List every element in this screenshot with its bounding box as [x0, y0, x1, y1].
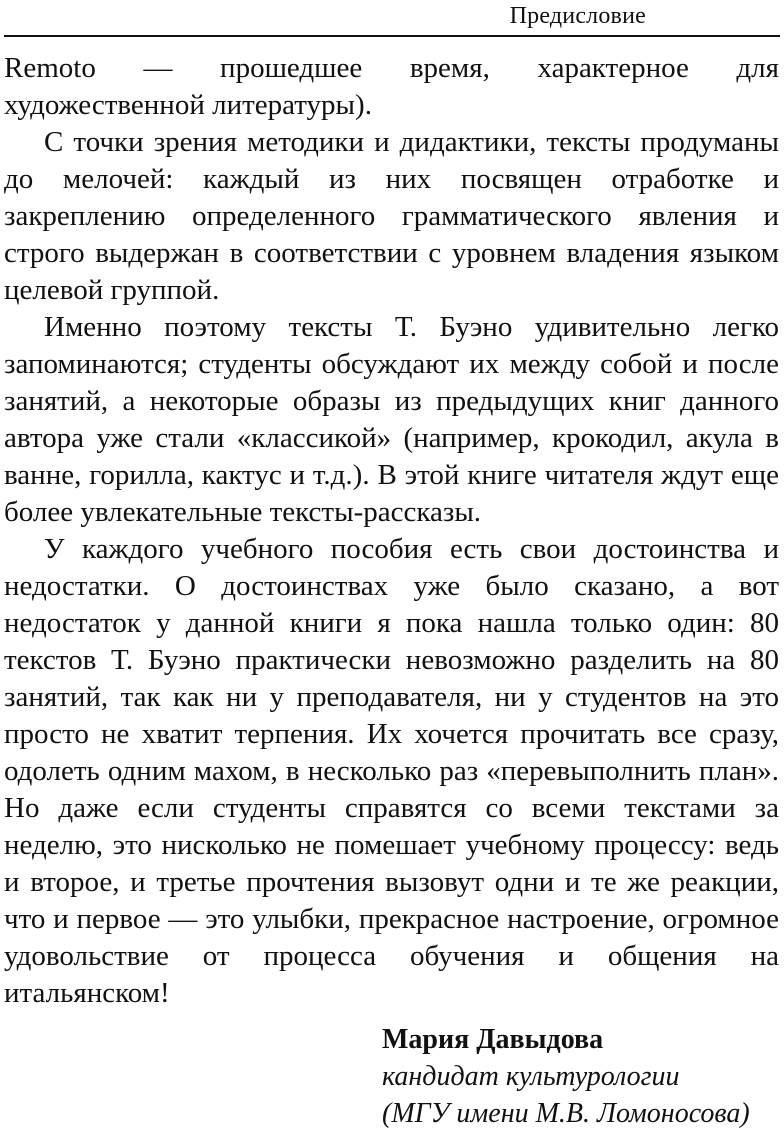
author-affiliation: (МГУ имени М.В. Ломоносова) — [382, 1098, 750, 1129]
author-signature — [382, 1021, 750, 1132]
page-body-text — [4, 50, 779, 1012]
header-divider — [4, 35, 780, 37]
paragraph-drawbacks: У каждого учебного пособия есть свои достоинства и недостатки. О достоинствах уже было сказано, а вот недостаток у данной книги я пока нашла только один: 80 текстов Т. Буэно практически невозможно разделить на 80 занятий, так как ни у преподавателя, ни у студентов на это просто не хватит терпения. Их хочется прочитать все сразу, одолеть одним махом, в несколько раз «перевыполнить план». Но даже если студенты справятся со всеми текстами за неделю, это нисколько не помешает учебному процессу: ведь и второе, и третье прочтения вызовут одни и те же реакции, что и первое — это улыбки, прекрасное настроение, огромное удовольствие от процесса обучения и общения на итальянском! — [4, 533, 779, 1009]
paragraph-memorability: Именно поэтому тексты Т. Буэно удивительно легко запоминаются; студенты обсуждают их между собой и после занятий, а некоторые образы из предыдущих книг данного автора уже стали «классикой» (например, крокодил, акула в ванне, горилла, кактус и т.д.). В этой книге читателя ждут еще более увлекательные тексты-рассказы. — [4, 311, 779, 528]
running-header-title: Предисловие — [509, 3, 646, 29]
paragraph-continuation: Remoto — прошедшее время, характерное для художественной литературы). — [4, 52, 779, 121]
author-name: Мария Давыдова — [382, 1024, 604, 1055]
paragraph-methodology: С точки зрения методики и дидактики, тексты продуманы до мелочей: каждый из них посвящен отработке и закреплению определенного грамматического явления и строго выдержан в соответствии с уровнем владения языком целевой группой. — [4, 126, 779, 306]
author-degree: кандидат культурологии — [382, 1061, 680, 1092]
